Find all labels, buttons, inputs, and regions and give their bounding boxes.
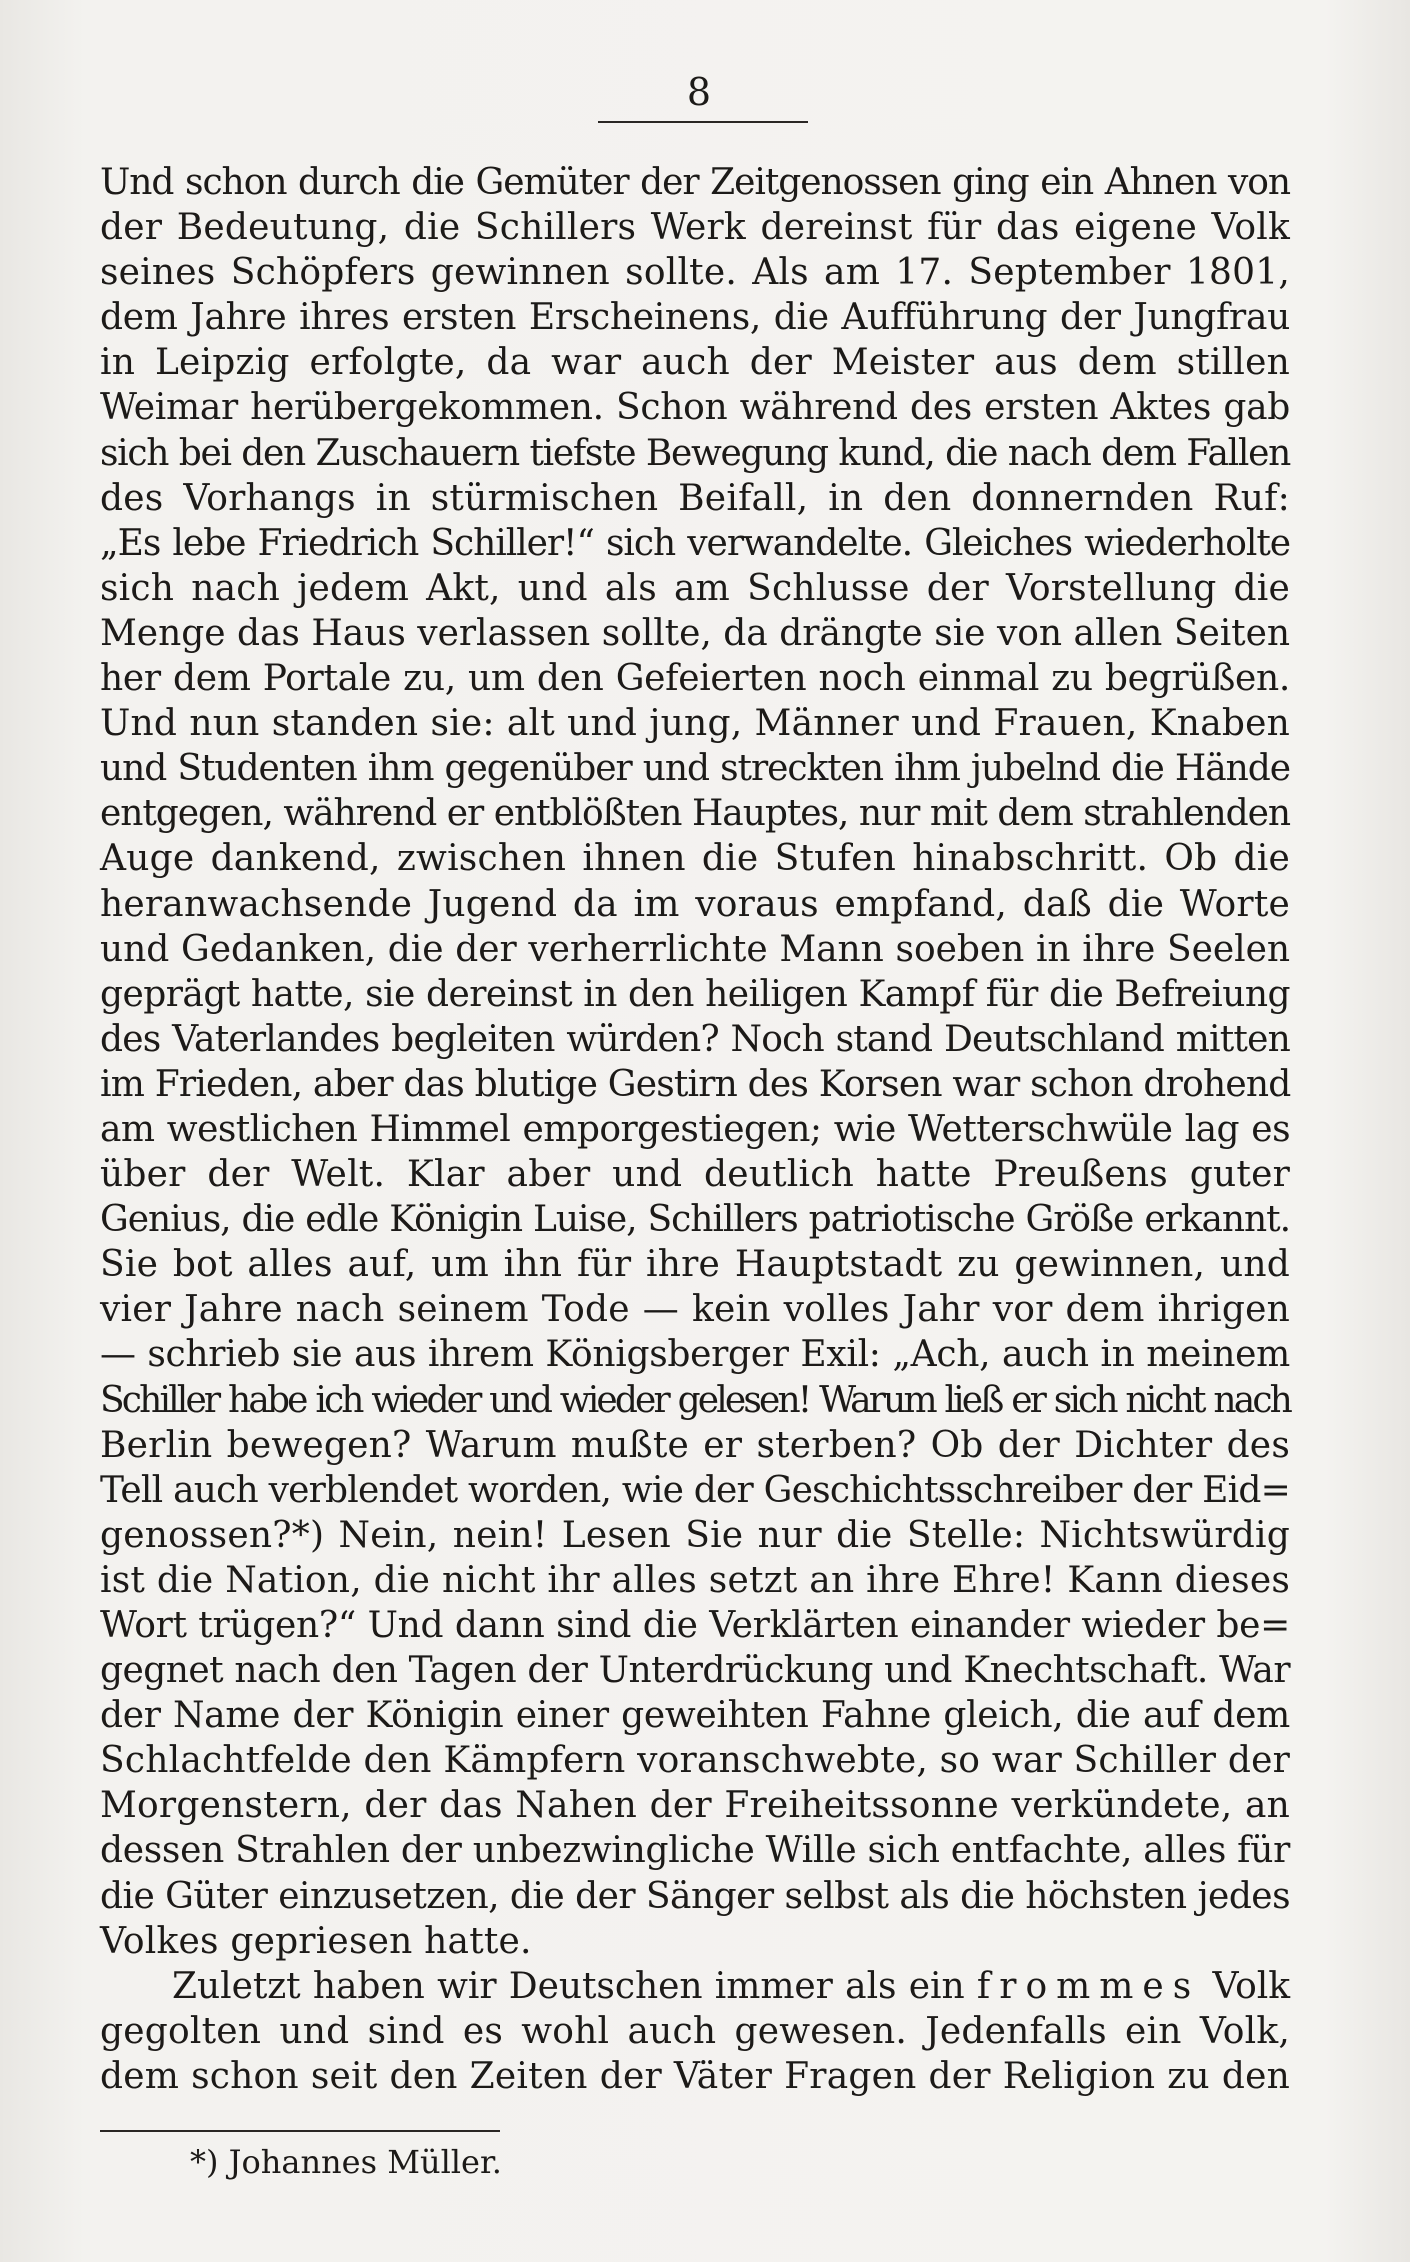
- text-line: Schiller habe ich wieder und wieder gelesen! Warum ließ er sich nicht nach: [100, 1379, 1290, 1421]
- text-line: und Studenten ihm gegenüber und streckten ihm jubelnd die Hände: [100, 748, 1290, 790]
- text-line: der Bedeutung, die Schillers Werk dereinst für das eigene Volk: [100, 207, 1290, 249]
- paragraph-1: [100, 160, 1290, 1964]
- text-line: Weimar herübergekommen. Schon während des ersten Aktes gab: [100, 387, 1290, 429]
- text-fragment: Zuletzt haben wir Deutschen immer als ein: [172, 1965, 977, 2007]
- text-line: Morgenstern, der das Nahen der Freiheitssonne verkündete, an: [100, 1785, 1290, 1827]
- text-line: ist die Nation, die nicht ihr alles setzt an ihre Ehre! Kann dieses: [100, 1559, 1290, 1601]
- text-line: dem Jahre ihres ersten Erscheinens, die Aufführung der Jungfrau: [100, 297, 1290, 339]
- text-line: dessen Strahlen der unbezwingliche Wille sich entfachte, alles für: [100, 1830, 1290, 1872]
- text-line: — schrieb sie aus ihrem Königsberger Exil: „Ach, auch in meinem: [100, 1334, 1290, 1376]
- paragraph-2: [100, 1964, 1290, 2099]
- text-line: gegolten und sind es wohl auch gewesen. Jedenfalls ein Volk,: [100, 2010, 1290, 2052]
- text-line: Tell auch verblendet worden, wie der Geschichtsschreiber der Eid=: [100, 1469, 1290, 1511]
- text-line: die Güter einzusetzen, die der Sänger selbst als die höchsten jedes: [100, 1875, 1290, 1917]
- text-line: Wort trügen?“ Und dann sind die Verklärten einander wieder be=: [100, 1605, 1290, 1646]
- text-line: am westlichen Himmel emporgestiegen; wie Wetterschwüle lag es: [100, 1108, 1290, 1150]
- text-line: heranwachsende Jugend da im voraus empfand, daß die Worte: [100, 883, 1290, 925]
- header-rule: [598, 121, 808, 123]
- text-line: des Vaterlandes begleiten würden? Noch stand Deutschland mitten: [100, 1018, 1290, 1060]
- text-line: Volkes gepriesen hatte.: [100, 1920, 532, 1962]
- text-line: über der Welt. Klar aber und deutlich hatte Preußens guter: [100, 1154, 1290, 1196]
- text-line: sich nach jedem Akt, und als am Schlusse der Vorstellung die: [100, 567, 1290, 609]
- page-number: 8: [686, 70, 712, 114]
- spaced-emphasis: frommes: [976, 1965, 1201, 2007]
- text-line: Genius, die edle Königin Luise, Schillers patriotische Größe erkannt.: [100, 1199, 1290, 1241]
- text-line: gegnet nach den Tagen der Unterdrückung und Knechtschaft. War: [100, 1650, 1290, 1692]
- text-line: Und schon durch die Gemüter der Zeitgenossen ging ein Ahnen von: [100, 162, 1290, 203]
- text-line: entgegen, während er entblößten Hauptes, nur mit dem strahlenden: [100, 793, 1290, 835]
- text-line: „Es lebe Friedrich Schiller!“ sich verwandelte. Gleiches wiederholte: [100, 522, 1290, 564]
- text-fragment: Volk: [1200, 1965, 1290, 2007]
- text-line: dem schon seit den Zeiten der Väter Fragen der Religion zu den: [100, 2055, 1290, 2097]
- text-line: her dem Portale zu, um den Gefeierten noch einmal zu begrüßen.: [100, 658, 1290, 700]
- text-line: geprägt hatte, sie dereinst in den heiligen Kampf für die Befreiung: [100, 973, 1290, 1015]
- footnote: *) Johannes Müller.: [190, 2143, 502, 2181]
- text-line: und Gedanken, die der verherrlichte Mann soeben in ihre Seelen: [100, 928, 1290, 970]
- text-line: im Frieden, aber das blutige Gestirn des Korsen war schon drohend: [100, 1063, 1291, 1105]
- text-line: des Vorhangs in stürmischen Beifall, in den donnernden Ruf:: [100, 477, 1290, 519]
- text-line: der Name der Königin einer geweihten Fahne gleich, die auf dem: [100, 1695, 1290, 1737]
- text-line: Schlachtfelde den Kämpfern voranschwebte, so war Schiller der: [100, 1740, 1291, 1782]
- text-line: in Leipzig erfolgte, da war auch der Meister aus dem stillen: [100, 342, 1290, 384]
- text-line: Menge das Haus verlassen sollte, da drängte sie von allen Seiten: [100, 612, 1290, 654]
- text-line: vier Jahre nach seinem Tode — kein volles Jahr vor dem ihrigen: [100, 1289, 1290, 1331]
- text-line: Und nun standen sie: alt und jung, Männer und Frauen, Knaben: [100, 703, 1290, 745]
- text-line: seines Schöpfers gewinnen sollte. Als am 17. September 1801,: [100, 252, 1290, 294]
- text-line: Sie bot alles auf, um ihn für ihre Hauptstadt zu gewinnen, und: [100, 1244, 1290, 1286]
- text-line: genossen?*) Nein, nein! Lesen Sie nur die Stelle: Nichtswürdig: [100, 1514, 1290, 1556]
- text-line: [100, 1964, 1290, 2009]
- text-line: Berlin bewegen? Warum mußte er sterben? Ob der Dichter des: [100, 1424, 1290, 1466]
- footnote-rule: [100, 2130, 500, 2132]
- text-line: Auge dankend, zwischen ihnen die Stufen hinabschritt. Ob die: [100, 838, 1290, 880]
- text-line: sich bei den Zuschauern tiefste Bewegung kund, die nach dem Fallen: [100, 432, 1290, 474]
- body-text: [100, 160, 1290, 2099]
